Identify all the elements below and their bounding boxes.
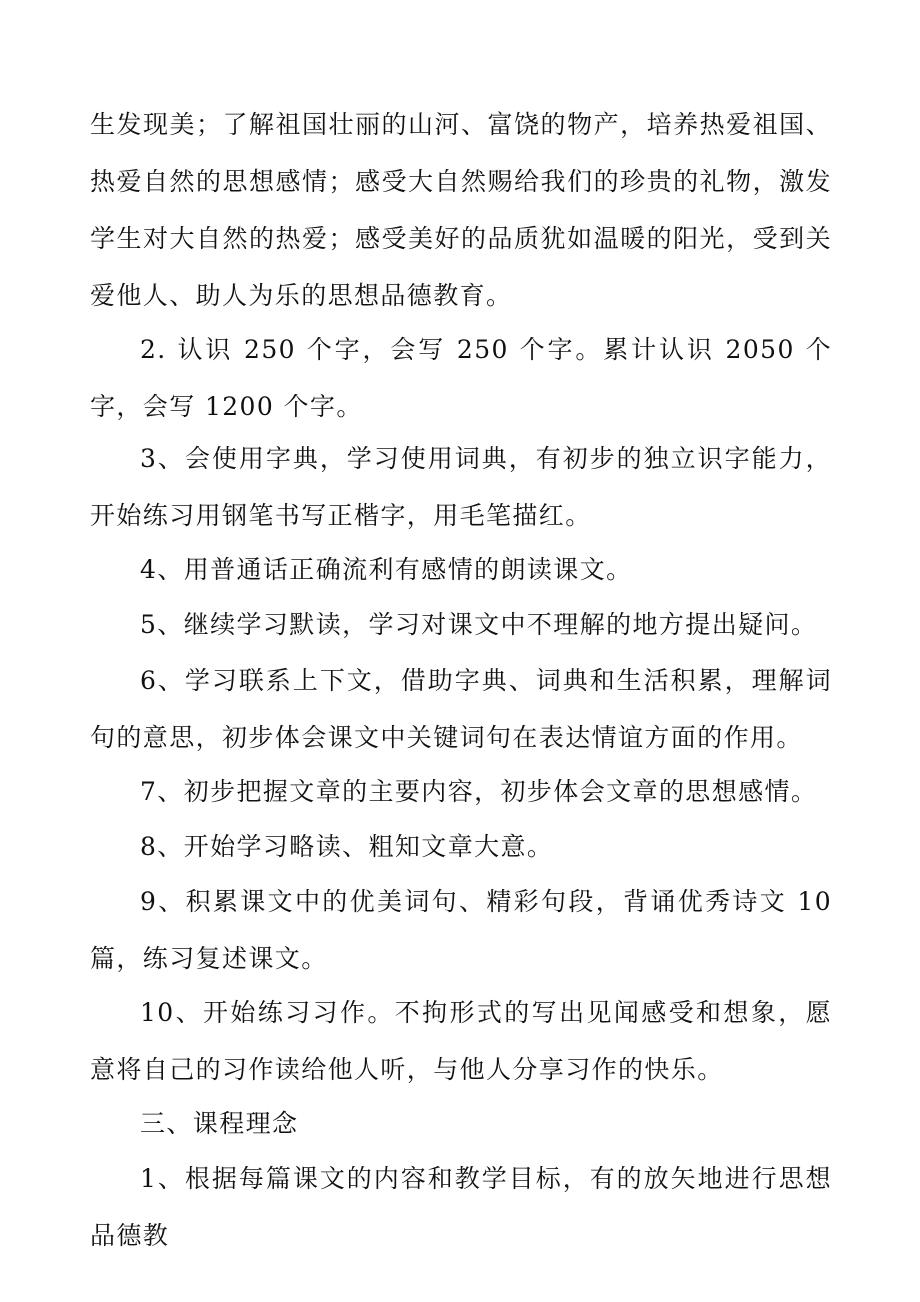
paragraph-item-5: 5、继续学习默读，学习对课文中不理解的地方提出疑问。 [140, 610, 818, 639]
paragraph-closing: 1、根据每篇课文的内容和教学目标，有的放矢地进行思想品德教 [90, 1164, 832, 1250]
paragraph-item-8: 8、开始学习略读、粗知文章大意。 [140, 832, 554, 861]
section-heading: 三、课程理念 [140, 1109, 299, 1138]
paragraph-item-4: 4、用普通话正确流利有感情的朗读课文。 [140, 555, 633, 584]
paragraph-item-10: 10、开始练习习作。不拘形式的写出见闻感受和想象，愿意将自己的习作读给他人听，与他人分享习作的快乐。 [90, 998, 832, 1084]
paragraph-item-3: 3、会使用字典，学习使用词典，有初步的独立识字能力，开始练习用钢笔书写正楷字，用毛笔描红。 [90, 444, 832, 530]
paragraph-item-9: 9、积累课文中的优美词句、精彩句段，背诵优秀诗文 10 篇，练习复述课文。 [90, 887, 832, 973]
paragraph-continuation: 生发现美；了解祖国壮丽的山河、富饶的物产，培养热爱祖国、热爱自然的思想感情；感受大自然赐给我们的珍贵的礼物，激发学生对大自然的热爱；感受美好的品质犹如温暖的阳光，受到关爱他人、助人为乐的思想品德教育。 [90, 110, 832, 310]
paragraph-item-6: 6、学习联系上下文，借助字典、词典和生活积累，理解词句的意思，初步体会课文中关键词句在表达情谊方面的作用。 [90, 666, 832, 752]
paragraph-item-7: 7、初步把握文章的主要内容，初步体会文章的思想感情。 [140, 777, 818, 806]
paragraph-item-2: 2. 认识 250 个字，会写 250 个字。累计认识 2050 个字，会写 1200 个字。 [90, 335, 832, 421]
